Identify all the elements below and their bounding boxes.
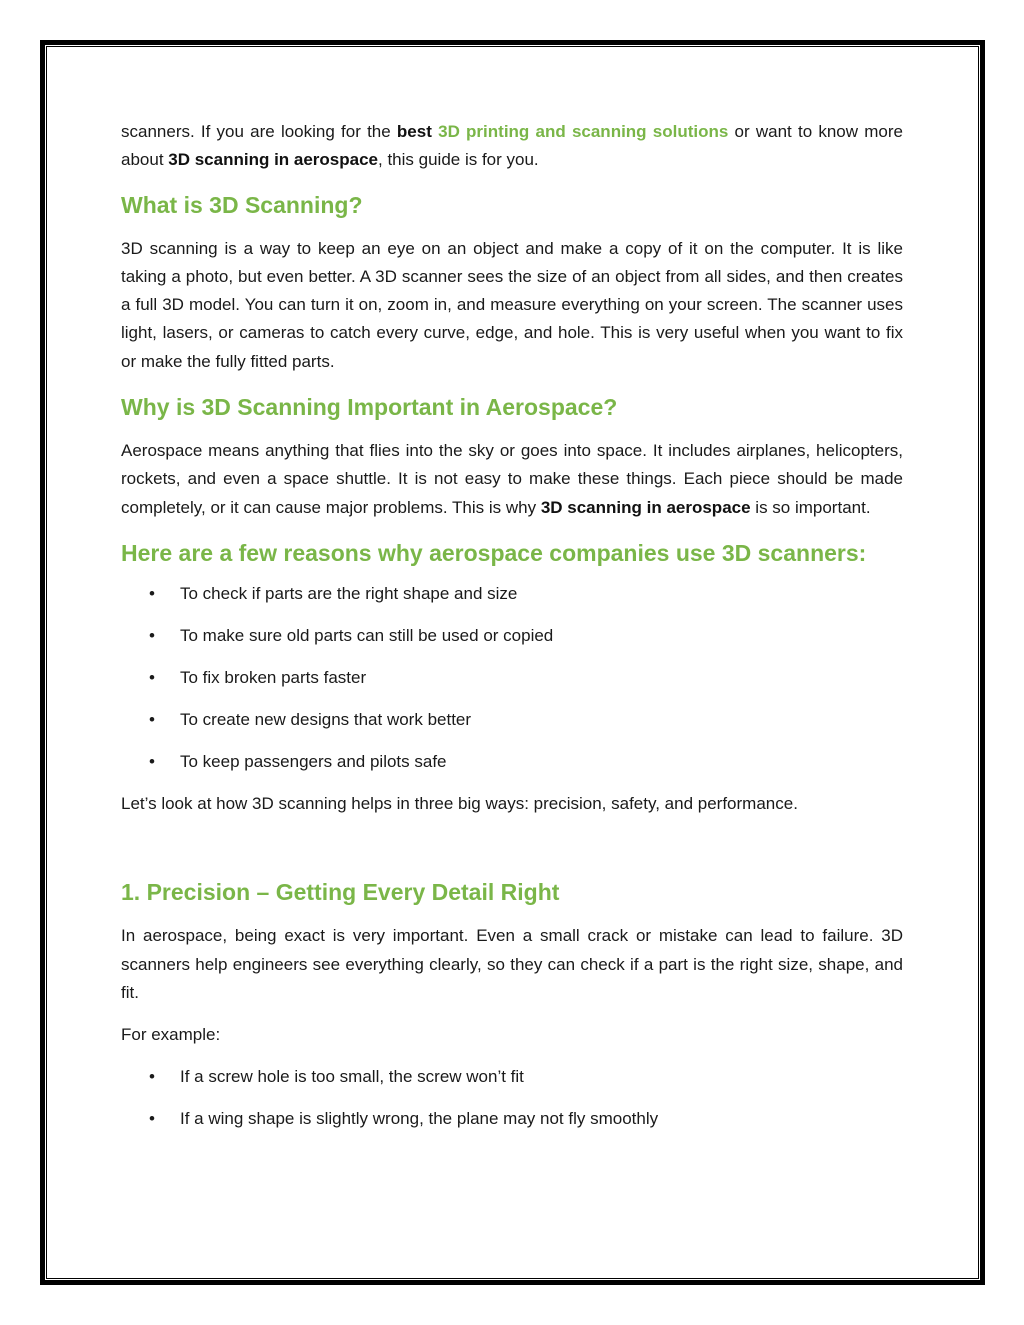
printing-solutions-link[interactable]: 3D printing and scanning solutions (438, 122, 729, 141)
reasons-list (121, 580, 903, 776)
example-list (121, 1063, 903, 1133)
intro-bold-aerospace: 3D scanning in aerospace (168, 150, 379, 170)
for-example-label: For example: (121, 1025, 221, 1045)
intro-text-3: , this guide is for you. (378, 150, 539, 170)
why-important-text: Aerospace means anything that flies into the sky or goes into space. It includes airplanes, helicopters, rockets, and even a space shuttle. It is not easy to make these things. Each piece should be made completely, or it can cause major problems. This is why (121, 441, 903, 517)
list-item: • If a screw hole is too small, the screw won’t fit (121, 1063, 903, 1091)
precision-paragraph: In aerospace, being exact is very important. Even a small crack or mistake can lead to failure. 3D scanners help engineers see everything clearly, so they can check if a part is the right size, shape, and fit. (121, 926, 903, 1002)
list-item: • To keep passengers and pilots safe (121, 748, 903, 776)
list-item: • To create new designs that work better (121, 706, 903, 734)
why-important-bold: 3D scanning in aerospace (540, 497, 751, 517)
intro-text-1: scanners. If you are looking for the (121, 122, 397, 141)
heading-precision: 1. Precision – Getting Every Detail Right (121, 879, 560, 906)
list-item: • If a wing shape is slightly wrong, the plane may not fly smoothly (121, 1105, 903, 1133)
intro-bold-best: best (396, 122, 432, 141)
list-item: • To make sure old parts can still be used or copied (121, 622, 903, 650)
why-important-paragraph (121, 437, 903, 522)
list-item: • To check if parts are the right shape and size (121, 580, 903, 608)
why-important-text-end: is so important. (750, 497, 871, 517)
intro-text-2: or want to know more about (121, 122, 903, 170)
intro-paragraph (121, 118, 903, 175)
heading-why-important: Why is 3D Scanning Important in Aerospace? (121, 394, 618, 421)
list-item: • To fix broken parts faster (121, 664, 903, 692)
heading-reasons: Here are a few reasons why aerospace companies use 3D scanners: (121, 539, 867, 566)
reasons-closing-paragraph: Let’s look at how 3D scanning helps in three big ways: precision, safety, and performance. (121, 793, 798, 813)
heading-what-is-3d-scanning: What is 3D Scanning? (121, 191, 363, 218)
document-content (121, 118, 903, 1133)
what-is-3d-scanning-paragraph: 3D scanning is a way to keep an eye on an object and make a copy of it on the computer. It is like taking a photo, but even better. A 3D scanner sees the size of an object from all sides, and then creates a full 3D model. You can turn it on, zoom in, and measure everything on your screen. The scanner uses light, lasers, or cameras to catch every curve, edge, and hole. This is very useful when you want to fix or make the fully fitted parts. (121, 238, 903, 371)
